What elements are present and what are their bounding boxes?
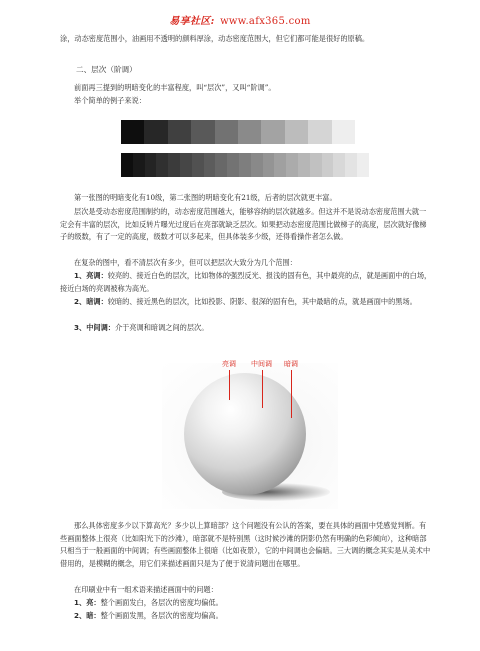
tone-range-shadow	[60, 296, 432, 309]
paragraph-4: 层次是受动态密度范围制约的，动态密度范围越大，能够容纳的层次就越多。但这并不是说动态密度范围大就一定会有丰富的层次，比如反转片曝光过度后在亮部就缺乏层次。如果把动态密度范围比做梯子的高度，层次就好像梯子的级数，有了一定的高度，级数才可以多起来，但具体装多少级，还得看操作者怎么做。	[60, 207, 427, 242]
label-highlight: 亮调	[222, 360, 236, 368]
gray-level-swatch	[310, 153, 322, 177]
paragraph-2: 举个简单的例子来说：	[74, 96, 146, 105]
gray-level-swatch	[322, 153, 334, 177]
tone-range-highlight	[60, 270, 432, 295]
gray-level-swatch	[333, 153, 345, 177]
gray-level-swatch	[191, 120, 214, 144]
term-dark	[60, 610, 432, 623]
tone-range-text: 介于亮调和暗调之间的层次。	[114, 323, 209, 332]
paragraph-3: 第一张图的明暗变化有10级，第二张图的明暗变化有21级，后者的层次就更丰富。	[74, 193, 337, 202]
gray-level-swatch	[332, 120, 355, 144]
gray-level-swatch	[133, 153, 145, 177]
term-label: 1、亮：	[74, 598, 101, 607]
gray-level-swatch	[345, 153, 357, 177]
gray-level-swatch	[215, 120, 238, 144]
gray-level-swatch	[263, 153, 275, 177]
sphere	[184, 373, 306, 495]
gray-level-swatch	[251, 153, 263, 177]
gray-level-swatch	[285, 120, 308, 144]
tone-range-midtone	[60, 322, 432, 335]
gray-level-swatch	[204, 153, 216, 177]
gray-level-swatch	[215, 153, 227, 177]
tone-range-label: 3、中间调：	[74, 323, 115, 332]
label-shadow: 暗调	[284, 360, 298, 368]
tone-range-text: 较暗的、接近黑色的层次，比如投影、阴影、很深的固有色，其中最暗的点，就是画面中的黑场。	[107, 297, 417, 306]
pointer-shadow	[291, 370, 292, 418]
gray-level-swatch	[144, 120, 167, 144]
gray-scale-10-levels	[121, 120, 355, 144]
section-title: 二、层次（阶调）	[76, 65, 137, 74]
gray-level-swatch	[308, 120, 331, 144]
tone-range-label: 1、亮调：	[74, 271, 108, 280]
gray-scale-21-levels	[121, 153, 369, 177]
gray-level-swatch	[180, 153, 192, 177]
gray-level-swatch	[156, 153, 168, 177]
gray-level-swatch	[121, 153, 133, 177]
term-light	[60, 597, 432, 610]
gray-level-swatch	[168, 120, 191, 144]
gray-level-swatch	[238, 120, 261, 144]
pointer-midtone	[262, 370, 263, 408]
tone-range-label: 2、暗调：	[74, 297, 108, 306]
gray-level-swatch	[274, 153, 286, 177]
term-text: 整个画面发黑，各层次的密度均偏高。	[100, 611, 223, 620]
gray-level-swatch	[261, 120, 284, 144]
label-midtone: 中间调	[251, 360, 272, 368]
paragraph-1: 前面再三提到的明暗变化的丰富程度，叫“层次”，又叫“阶调”。	[74, 83, 276, 92]
paragraph-6: 那么具体密度多少以下算高光？多少以上算暗部？这个问题没有公认的答案，要在具体的画面中凭感觉判断。有些画面整体上很亮（比如阳光下的沙滩），暗部就不是特别黑（这时候沙滩的阴影仍然有明确的色彩倾向），这种暗部只相当于一般画面的中间调；有些画面整体上很暗（比如夜景），它的中间调也会偏暗。三大调的概念其实是从美术中借用的，是模糊的概念，用它们来描述画面只是为了便于说清问题出在哪里。	[60, 521, 431, 568]
gray-level-swatch	[298, 153, 310, 177]
pointer-highlight	[229, 370, 230, 400]
term-label: 2、暗：	[74, 611, 101, 620]
gray-level-swatch	[239, 153, 251, 177]
gray-level-swatch	[121, 120, 144, 144]
paragraph-7: 在印刷业中有一组术语来描述画面中的问题：	[74, 585, 218, 594]
site-logo: 易享社区:	[169, 16, 215, 27]
paragraph-5: 在复杂的图中，看不清层次有多少，但可以把层次大致分为几个范围：	[74, 258, 297, 267]
site-url[interactable]: www.afx365.com	[220, 16, 311, 27]
intro-line: 涂，动态密度范围小，油画用不透明的颜料厚涂，动态密度范围大，但它们都可能是很好的原稿。	[60, 34, 370, 43]
gray-level-swatch	[357, 153, 369, 177]
tone-range-text: 较亮的、接近白色的层次，比如物体的强烈反光、报浅的固有色，其中最亮的点，就是画面中的白场，接近白场的亮调被称为高光。	[60, 271, 432, 293]
gray-level-swatch	[145, 153, 157, 177]
gray-level-swatch	[286, 153, 298, 177]
gray-level-swatch	[192, 153, 204, 177]
sphere-figure	[184, 357, 318, 507]
term-text: 整个画面发白，各层次的密度均偏低。	[100, 598, 223, 607]
gray-level-swatch	[168, 153, 180, 177]
gray-level-swatch	[227, 153, 239, 177]
site-header	[0, 12, 480, 27]
